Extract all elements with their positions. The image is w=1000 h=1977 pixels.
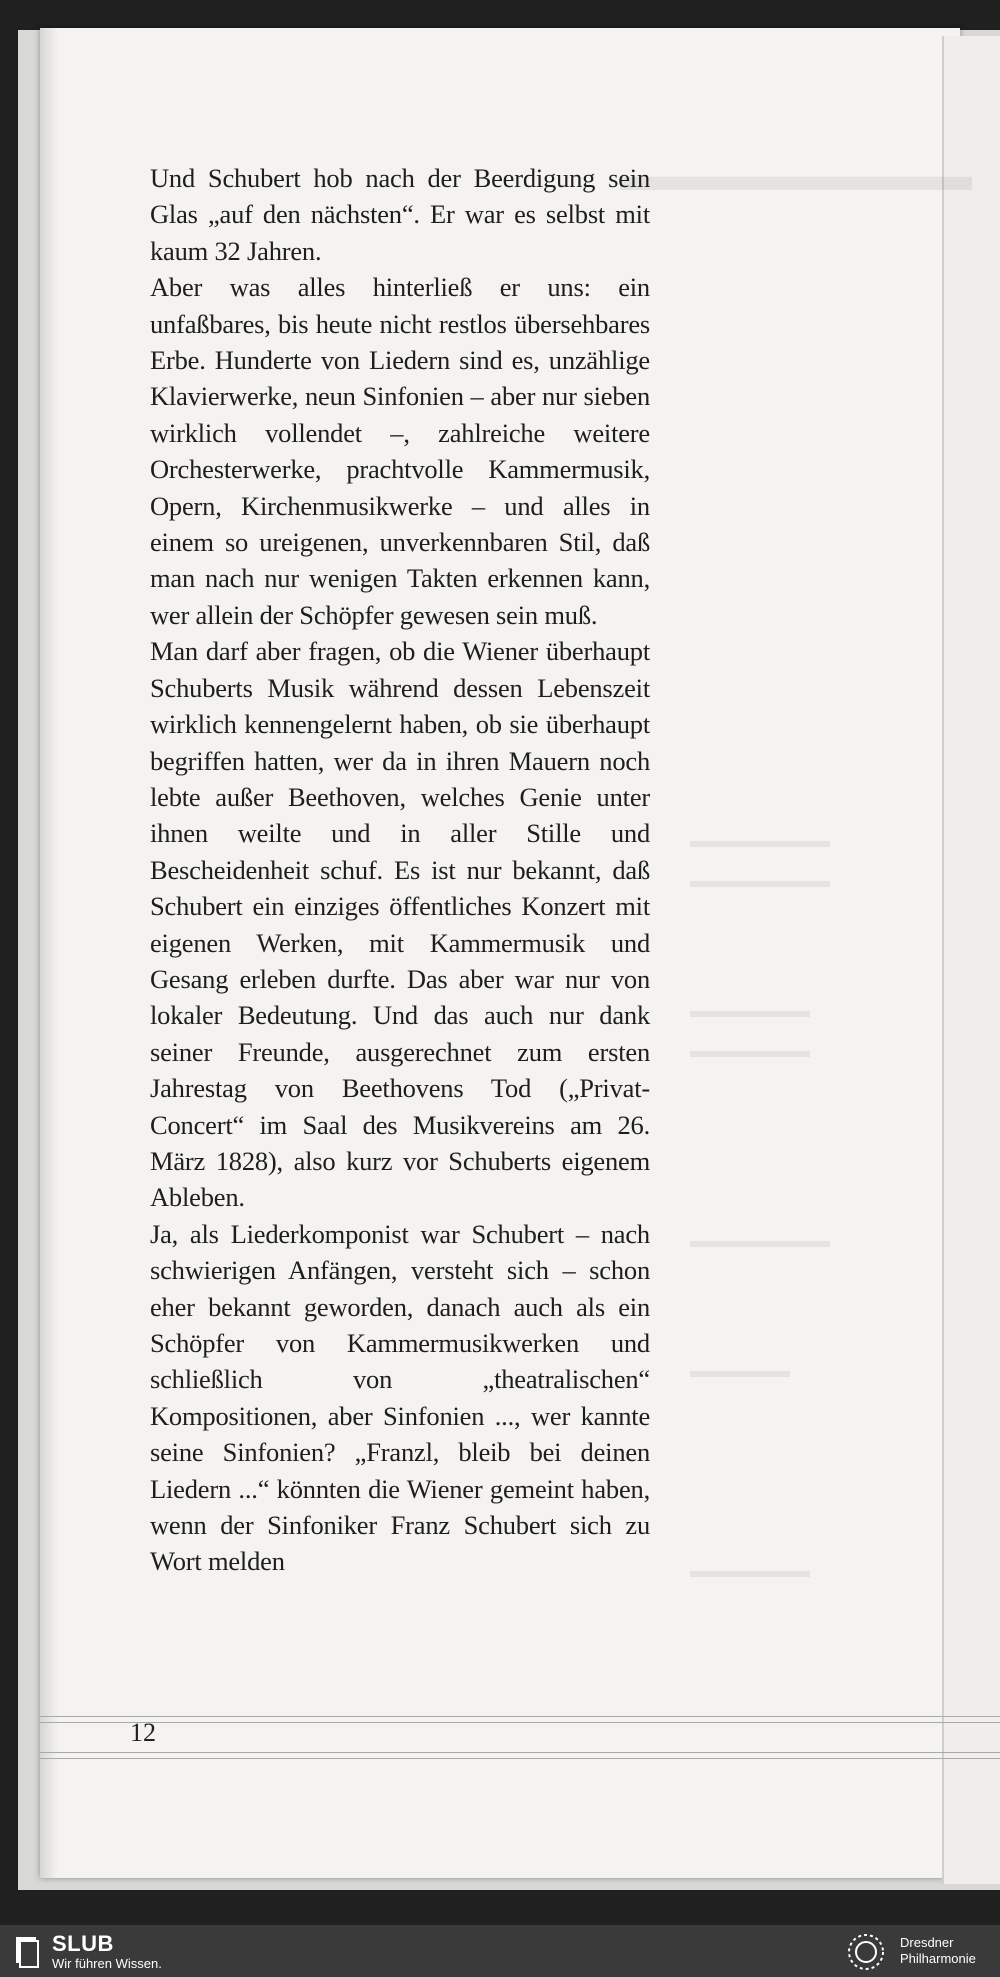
paragraph: Und Schubert hob nach der Beerdigung sein Glas „auf den nächsten“. Er war es selbst mit kaum 32 Jahren.	[150, 163, 650, 266]
show-through-title: ▬▬▬▬▬▬▬▬	[620, 151, 972, 200]
slub-tagline: Wir führen Wissen.	[52, 1956, 162, 1971]
paragraph: Aber was alles hinterließ er uns: ein unfaßbares, bis heute nicht restlos übersehbares Erbe. Hunderte von Liedern sind es, unzählige Klavierwerke, neun Sinfonien – aber nur sieben wirklich vollendet –, zahlreiche weitere Orchesterwerke, prachtvolle Kammermusik, Opern, Kirchenmusikwerke – und alles in einem so ureigenen, unverkennbaren Stil, daß man nach nur wenigen Takten erkennen kann, wer allein der Schöpfer gewesen sein muß.	[150, 272, 650, 630]
show-through-line: ▬▬▬▬▬▬▬	[690, 830, 830, 852]
show-through-line: ▬▬▬▬▬▬	[690, 1040, 810, 1062]
partner-name-line2: Philharmonie	[900, 1951, 976, 1966]
paragraph: Man darf aber fragen, ob die Wiener überhaupt Schuberts Musik während dessen Lebenszeit wirklich kennengelernt haben, ob sie überhaupt begriffen hatten, wer da in ihren Mauern noch lebte außer Beethoven, welches Genie unter ihnen weilte und in aller Stille und Bescheidenheit schuf. Es ist nur bekannt, daß Schubert ein einziges öffentliches Konzert mit eigenen Werken, mit Kammermusik und Gesang erleben durfte. Das aber war nur von lokaler Bedeutung. Und das auch nur dank seiner Freunde, ausgerechnet zum ersten Jahrestag von Beethovens Tod („Privat-Concert“ im Saal des Musikvereins am 26. März 1828), also kurz vor Schuberts eigenem Ableben.	[150, 636, 650, 1213]
viewer-footer	[0, 1925, 1000, 1977]
slub-name[interactable]: SLUB	[52, 1931, 114, 1956]
show-through-line: ▬▬▬▬▬▬	[690, 1560, 810, 1582]
divider-rule	[40, 1758, 1000, 1759]
body-text	[150, 160, 650, 1580]
partner-name-line1: Dresdner	[900, 1935, 954, 1950]
partner-name[interactable]	[900, 1935, 976, 1967]
show-through-line: ▬▬▬▬▬▬	[690, 1000, 810, 1022]
slub-book-icon	[14, 1931, 44, 1971]
divider-rule	[40, 1752, 1000, 1753]
divider-rule	[40, 1716, 1000, 1717]
divider-rule	[40, 1722, 1000, 1723]
show-through-line: ▬▬▬▬▬▬▬	[690, 1230, 830, 1252]
paragraph: Ja, als Liederkomponist war Schubert – nach schwierigen Anfängen, versteht sich – schon eher bekannt geworden, danach auch als ein Schöpfer von Kammermusikwerken und schließlich von „theatralischen“ Kompositionen, aber Sinfonien ..., wer kannte seine Sinfonien? „Franzl, bleib bei deinen Liedern ...“ könnten die Wiener gemeint haben, wenn der Sinfoniker Franz Schubert sich zu Wort melden	[150, 1218, 650, 1577]
show-through-line: ▬▬▬▬▬▬▬	[690, 870, 830, 892]
show-through-line: ▬▬▬▬▬	[690, 1360, 790, 1382]
philharmonie-sun-icon	[842, 1929, 890, 1975]
page-number: 12	[130, 1718, 156, 1747]
